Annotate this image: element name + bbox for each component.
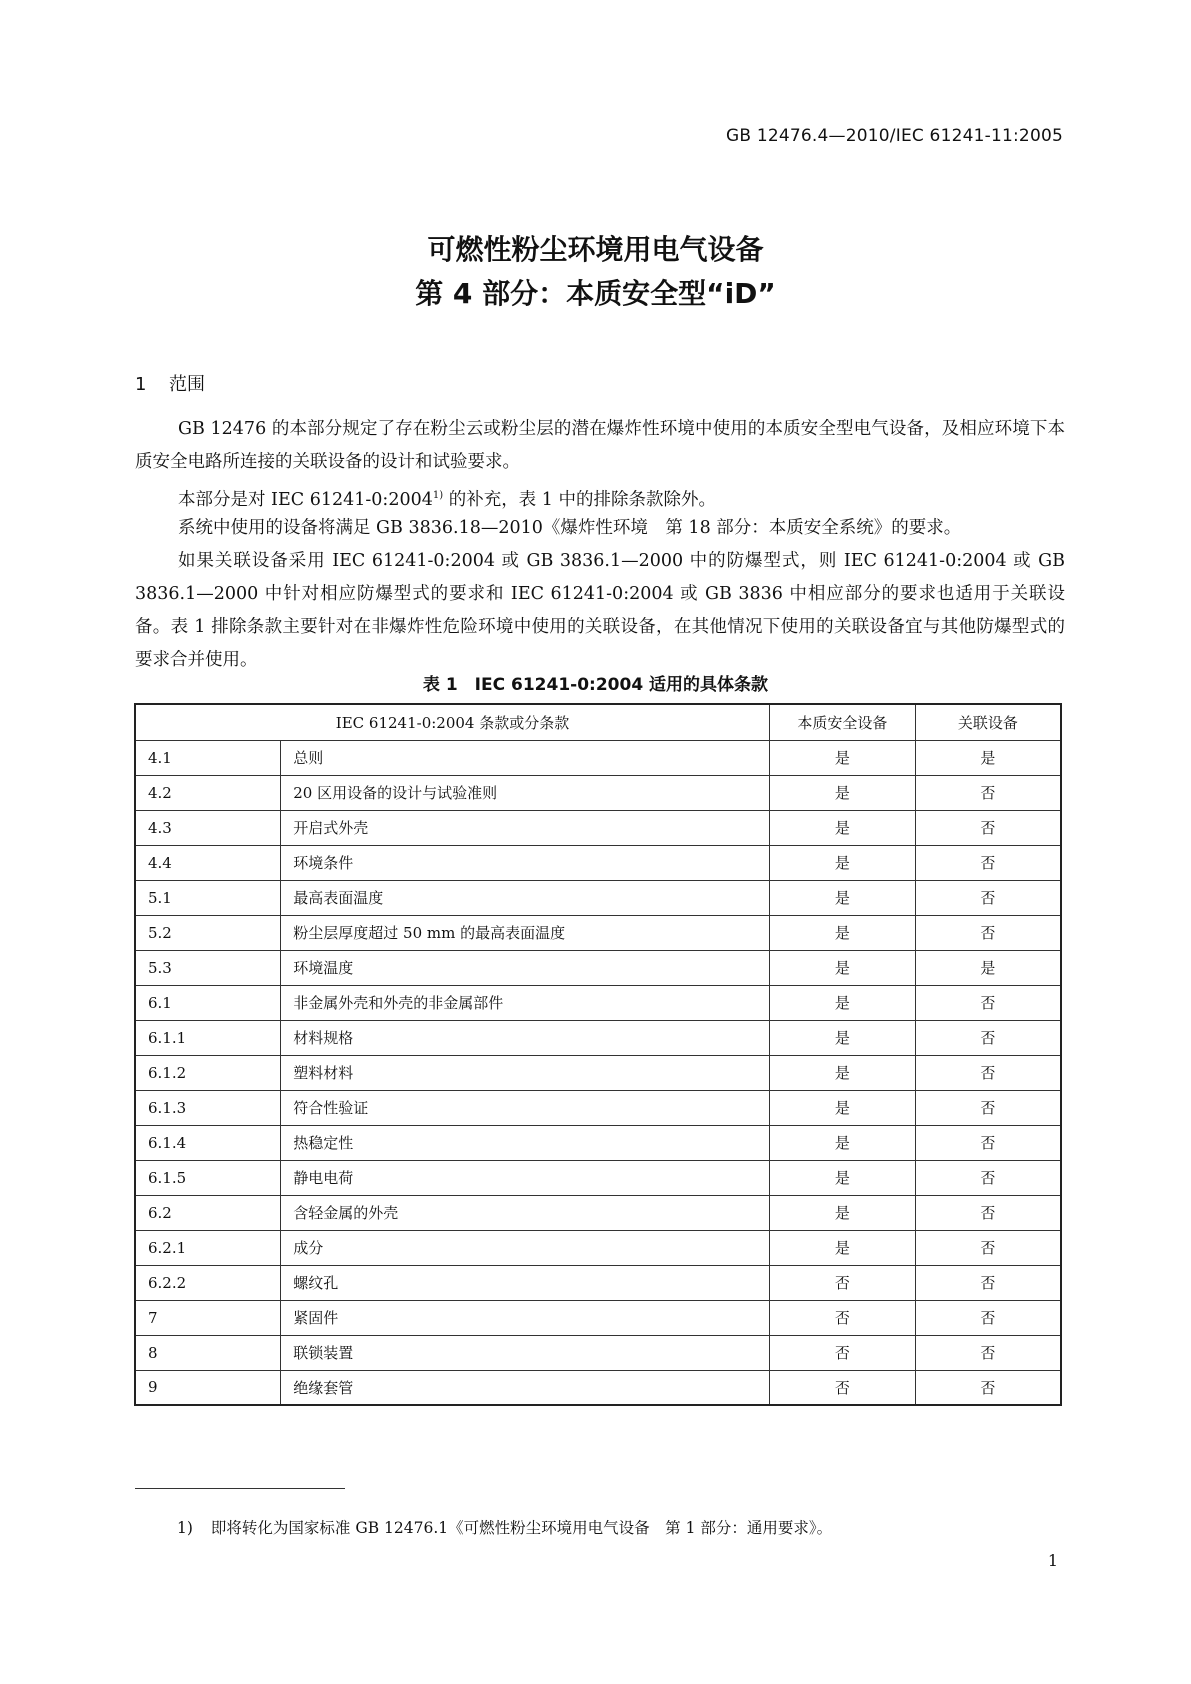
intrinsic-applicable: 是 xyxy=(770,1055,916,1090)
table-row xyxy=(135,775,1061,810)
footnote-divider xyxy=(135,1488,345,1489)
intrinsic-applicable: 是 xyxy=(770,1160,916,1195)
clause-number: 9 xyxy=(135,1370,281,1405)
header-intrinsic: 本质安全设备 xyxy=(770,704,916,740)
clause-number: 5.3 xyxy=(135,950,281,985)
clause-number: 5.2 xyxy=(135,915,281,950)
intrinsic-applicable: 是 xyxy=(770,1230,916,1265)
footnote xyxy=(177,1516,832,1538)
table-row xyxy=(135,1230,1061,1265)
section-title: 范围 xyxy=(169,374,205,395)
clause-title: 环境条件 xyxy=(281,845,770,880)
table-row xyxy=(135,1370,1061,1405)
clause-table xyxy=(134,703,1062,1406)
associated-applicable: 否 xyxy=(915,775,1061,810)
table-row xyxy=(135,915,1061,950)
associated-applicable: 否 xyxy=(915,1370,1061,1405)
footnote-number: 1) xyxy=(177,1519,193,1537)
clause-title: 静电电荷 xyxy=(281,1160,770,1195)
clause-title: 总则 xyxy=(281,740,770,775)
clause-title: 20 区用设备的设计与试验准则 xyxy=(281,775,770,810)
associated-applicable: 否 xyxy=(915,1300,1061,1335)
clause-title: 成分 xyxy=(281,1230,770,1265)
paragraph-supplement-tail: 的补充，表 1 中的排除条款除外。 xyxy=(443,489,716,510)
table-row xyxy=(135,880,1061,915)
clause-title: 最高表面温度 xyxy=(281,880,770,915)
clause-number: 6.1.3 xyxy=(135,1090,281,1125)
associated-applicable: 否 xyxy=(915,1020,1061,1055)
header-associated: 关联设备 xyxy=(915,704,1061,740)
clause-number: 5.1 xyxy=(135,880,281,915)
intrinsic-applicable: 是 xyxy=(770,950,916,985)
table-row xyxy=(135,740,1061,775)
clause-number: 6.2 xyxy=(135,1195,281,1230)
section-number: 1 xyxy=(135,374,147,395)
clause-number: 4.3 xyxy=(135,810,281,845)
header-clause: IEC 61241-0:2004 条款或分条款 xyxy=(135,704,770,740)
associated-applicable: 否 xyxy=(915,880,1061,915)
intrinsic-applicable: 是 xyxy=(770,740,916,775)
table-row xyxy=(135,810,1061,845)
paragraph-supplement-text: 本部分是对 IEC 61241-0:2004 xyxy=(178,489,433,510)
table-row xyxy=(135,950,1061,985)
associated-applicable: 否 xyxy=(915,915,1061,950)
associated-applicable: 否 xyxy=(915,1195,1061,1230)
standard-code: GB 12476.4—2010/IEC 61241-11:2005 xyxy=(726,126,1063,146)
clause-title: 开启式外壳 xyxy=(281,810,770,845)
associated-applicable: 否 xyxy=(915,1230,1061,1265)
associated-applicable: 否 xyxy=(915,1335,1061,1370)
associated-applicable: 是 xyxy=(915,950,1061,985)
clause-number: 4.1 xyxy=(135,740,281,775)
intrinsic-applicable: 是 xyxy=(770,810,916,845)
clause-number: 4.2 xyxy=(135,775,281,810)
table-row xyxy=(135,1335,1061,1370)
clause-number: 6.1.2 xyxy=(135,1055,281,1090)
intrinsic-applicable: 是 xyxy=(770,985,916,1020)
footnote-ref: 1) xyxy=(432,490,444,501)
clause-title: 紧固件 xyxy=(281,1300,770,1335)
clause-number: 6.2.2 xyxy=(135,1265,281,1300)
clause-number: 4.4 xyxy=(135,845,281,880)
table-caption: 表 1 IEC 61241-0:2004 适用的具体条款 xyxy=(422,675,769,695)
associated-applicable: 否 xyxy=(915,810,1061,845)
clause-title: 符合性验证 xyxy=(281,1090,770,1125)
clause-number: 6.1.1 xyxy=(135,1020,281,1055)
clause-title: 环境温度 xyxy=(281,950,770,985)
intrinsic-applicable: 否 xyxy=(770,1265,916,1300)
associated-applicable: 否 xyxy=(915,1055,1061,1090)
table-row xyxy=(135,1055,1061,1090)
table-row xyxy=(135,985,1061,1020)
page-number: 1 xyxy=(1047,1551,1058,1570)
clause-title: 非金属外壳和外壳的非金属部件 xyxy=(281,985,770,1020)
intrinsic-applicable: 是 xyxy=(770,1090,916,1125)
clause-title: 含轻金属的外壳 xyxy=(281,1195,770,1230)
intrinsic-applicable: 是 xyxy=(770,1195,916,1230)
intrinsic-applicable: 是 xyxy=(770,845,916,880)
intrinsic-applicable: 是 xyxy=(770,1020,916,1055)
clause-number: 6.2.1 xyxy=(135,1230,281,1265)
table-row xyxy=(135,845,1061,880)
clause-number: 6.1.5 xyxy=(135,1160,281,1195)
clause-title: 绝缘套管 xyxy=(281,1370,770,1405)
clause-title: 热稳定性 xyxy=(281,1125,770,1160)
clause-title: 联锁装置 xyxy=(281,1335,770,1370)
clause-number: 6.1 xyxy=(135,985,281,1020)
paragraph-associated: 如果关联设备采用 IEC 61241-0:2004 或 GB 3836.1—2000 中的防爆型式，则 IEC 61241-0:2004 或 GB 3836.1—2000 中针对相应防爆型式的要求和 IEC 61241-0:2004 或 GB 3836 中相应部分的要求也适用于关联设备。表 1 排除条款主要针对在非爆炸性危险环境中使用的关联设备，在其他情况下使用的关联设备宜与其他防爆型式的要求合并使用。 xyxy=(135,551,1065,670)
associated-applicable: 否 xyxy=(915,845,1061,880)
intrinsic-applicable: 是 xyxy=(770,915,916,950)
intrinsic-applicable: 是 xyxy=(770,775,916,810)
table-row xyxy=(135,1160,1061,1195)
table-header-row xyxy=(135,704,1061,740)
intrinsic-applicable: 否 xyxy=(770,1335,916,1370)
associated-applicable: 否 xyxy=(915,1265,1061,1300)
paragraph-scope: GB 12476 的本部分规定了存在粉尘云或粉尘层的潜在爆炸性环境中使用的本质安全型电气设备，及相应环境下本质安全电路所连接的关联设备的设计和试验要求。 xyxy=(135,419,1065,472)
intrinsic-applicable: 是 xyxy=(770,880,916,915)
clause-title: 材料规格 xyxy=(281,1020,770,1055)
table-row xyxy=(135,1265,1061,1300)
clause-number: 6.1.4 xyxy=(135,1125,281,1160)
clause-number: 7 xyxy=(135,1300,281,1335)
table-row xyxy=(135,1020,1061,1055)
table-row xyxy=(135,1125,1061,1160)
section-heading xyxy=(135,370,205,396)
intrinsic-applicable: 否 xyxy=(770,1300,916,1335)
associated-applicable: 是 xyxy=(915,740,1061,775)
table-row xyxy=(135,1300,1061,1335)
associated-applicable: 否 xyxy=(915,1125,1061,1160)
document-subtitle: 第 4 部分：本质安全型“iD” xyxy=(415,277,776,310)
clause-number: 8 xyxy=(135,1335,281,1370)
table-row xyxy=(135,1090,1061,1125)
associated-applicable: 否 xyxy=(915,985,1061,1020)
clause-title: 粉尘层厚度超过 50 mm 的最高表面温度 xyxy=(281,915,770,950)
associated-applicable: 否 xyxy=(915,1160,1061,1195)
paragraph-system: 系统中使用的设备将满足 GB 3836.18—2010《爆炸性环境 第 18 部分：本质安全系统》的要求。 xyxy=(178,518,962,538)
associated-applicable: 否 xyxy=(915,1090,1061,1125)
clause-title: 螺纹孔 xyxy=(281,1265,770,1300)
footnote-text: 即将转化为国家标准 GB 12476.1《可燃性粉尘环境用电气设备 第 1 部分：通用要求》。 xyxy=(210,1519,833,1537)
intrinsic-applicable: 否 xyxy=(770,1370,916,1405)
clause-title: 塑料材料 xyxy=(281,1055,770,1090)
document-title: 可燃性粉尘环境用电气设备 xyxy=(427,233,764,266)
intrinsic-applicable: 是 xyxy=(770,1125,916,1160)
table-row xyxy=(135,1195,1061,1230)
